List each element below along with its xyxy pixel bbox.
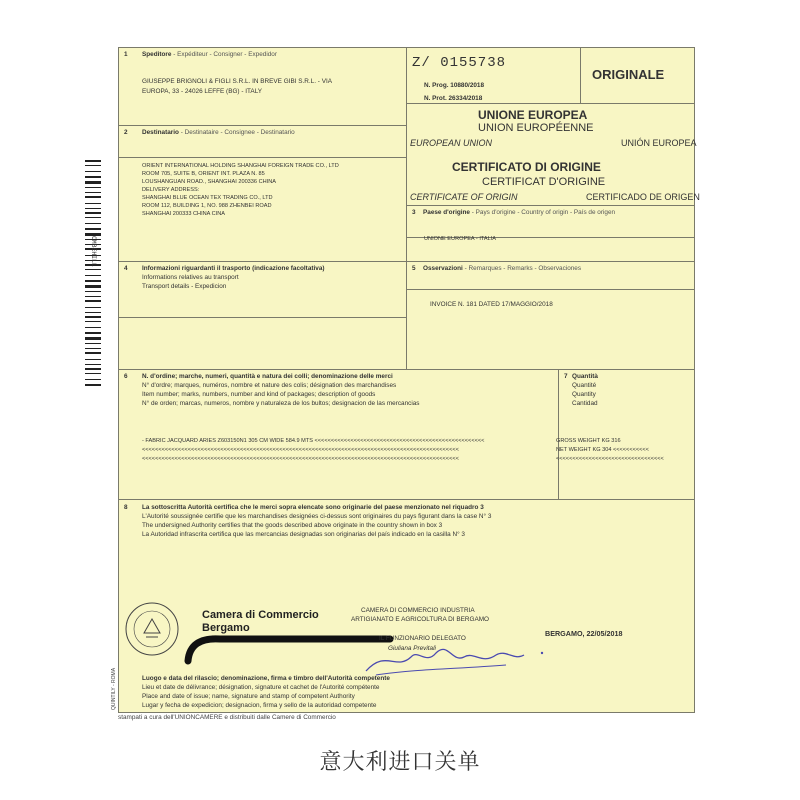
goods-line: <<<<<<<<<<<<<<<<<<<<<<<<<<<<<<<<<<<<<<<<<<<<<<<<<<<<<<<<<<<<<<<<<<<<<<<<<<<<<<<<<<<<<<<<<<<<<<<<< (142, 447, 459, 453)
box8-num: 8 (124, 504, 128, 511)
barcode-bar (85, 296, 101, 297)
box3-label: Paese d'origine - Pays d'origine - Country of origin - País de origen (423, 209, 616, 216)
barcode-bar (85, 332, 101, 334)
consigner-line-1: GIUSEPPE BRIGNOLI & FIGLI S.R.L. IN BREVE GIBI S.R.L. - VIA (142, 78, 332, 85)
box8-label-fr: L'Autorité soussignée certifie que les marchandises designées ci-dessus sont originaires du pays figurant dans la case N° 3 (142, 513, 492, 520)
cert-fr: CERTIFICAT D'ORIGINE (482, 176, 606, 188)
serial-number: Z/ 0155738 (412, 55, 507, 71)
box6-num: 6 (124, 373, 128, 380)
barcode-bar (85, 327, 101, 328)
remarks-value: INVOICE N. 181 DATED 17/MAGGIO/2018 (430, 301, 553, 308)
barcode-bar (85, 275, 101, 276)
consignee-line: DELIVERY ADDRESS: (142, 187, 200, 193)
barcode-bar (85, 337, 101, 340)
box7-label-fr: Quantité (572, 382, 597, 389)
barcode (85, 160, 109, 385)
barcode-bar (85, 187, 101, 188)
box4-label-en: Transport details - Expedicion (142, 283, 227, 290)
barcode-bar (85, 269, 101, 270)
footer-label-en: Place and date of issue; name, signature and stamp of competent Authority (142, 693, 355, 700)
consignee-line: LOUSHANGUAN ROAD., SHANGHAI 200336 CHINA (142, 179, 276, 185)
net-weight: NET WEIGHT KG 304 <<<<<<<<<<< (556, 447, 649, 453)
box3-num: 3 (412, 209, 416, 216)
barcode-bar (85, 196, 101, 198)
barcode-bar (85, 312, 101, 313)
page-caption: 意大利进口关单 (319, 749, 481, 774)
barcode-bar (85, 348, 101, 349)
consignee-line: SHANGHAI BLUE OCEAN TEX TRADING CO., LTD (142, 195, 273, 201)
funzionario-label: IL FUNZIONARIO DELEGATO (379, 635, 466, 642)
box5-label: Osservazioni - Remarques - Remarks - Observaciones (423, 265, 582, 272)
box1-num: 1 (124, 51, 128, 58)
union-en: EUROPEAN UNION (410, 138, 493, 148)
prog-number: N. Prog. 10880/2018 (424, 82, 485, 89)
box4-num: 4 (124, 265, 128, 272)
signature (356, 639, 556, 679)
country-of-origin: UNIONE EUROPEA - ITALIA (424, 236, 497, 242)
box4-label: Informazioni riguardanti il trasporto (indicazione facoltativa) (142, 265, 325, 272)
box8-label-es: La Autoridad infrascrita certifica que las mercancias designadas son originarias del país indicado en la casilla N° 3 (142, 531, 465, 538)
footer-label-fr: Lieu et date de délivrance; désignation, signature et cachet de l'Autorité compétente (142, 684, 380, 691)
barcode-bar (85, 165, 101, 166)
logo-line-1: Camera di Commercio (202, 609, 319, 621)
barcode-bar (85, 379, 101, 380)
barcode-bar (85, 285, 101, 288)
barcode-text: CMBEHILL (90, 236, 97, 267)
goods-line: - FABRIC JACQUARD ARIES Z603150N1 305 CM WIDE 584.9 MTS <<<<<<<<<<<<<<<<<<<<<<<<<<<<<<<<<<<<<<<<<<<<<<<<<<<< (142, 438, 485, 444)
barcode-bar (85, 160, 101, 162)
barcode-bar (85, 223, 101, 224)
barcode-bar (85, 176, 101, 178)
box2-label: Destinatario - Destinataire - Consignee - Destinatario (142, 129, 295, 136)
cert-en: CERTIFICATE OF ORIGIN (410, 192, 518, 202)
barcode-bar (85, 291, 101, 292)
barcode-bar (85, 368, 101, 370)
barcode-bar (85, 280, 101, 282)
barcode-bar (85, 352, 101, 354)
box7-label-en: Quantity (572, 391, 596, 398)
consigner-line-2: EUROPA, 33 - 24026 LEFFE (BG) - ITALY (142, 88, 263, 95)
box4-label-fr: Informations relatives au transport (142, 274, 239, 281)
cert-it: CERTIFICATO DI ORIGINE (452, 160, 601, 174)
gross-weight: GROSS WEIGHT KG 316 (556, 438, 621, 444)
barcode-bar (85, 307, 101, 308)
prot-number: N. Prot. 26334/2018 (424, 95, 483, 102)
barcode-bar (85, 343, 101, 344)
barcode-bar (85, 192, 101, 193)
barcode-bar (85, 212, 101, 214)
box6-label-es: N° de orden; marcas, numeros, nombre y naturaleza de los bultos; designacion de las mercancias (142, 400, 420, 407)
box2-num: 2 (124, 129, 128, 136)
stamp-line-1: CAMERA DI COMMERCIO INDUSTRIA (361, 607, 475, 614)
barcode-bar (85, 359, 101, 360)
box7-num: 7 (564, 373, 568, 380)
union-es: UNIÓN EUROPEA (621, 138, 697, 148)
consignee-line: SHANGHAI 200333 CHINA CINA (142, 211, 226, 217)
barcode-bar (85, 228, 101, 230)
goods-line: <<<<<<<<<<<<<<<<<<<<<<<<<<<<<<<<<<<<<<<<<<<<<<<<<<<<<<<<<<<<<<<<<<<<<<<<<<<<<<<<<<<<<<<<<<<<<<<<< (142, 456, 459, 462)
box6-label-fr: N° d'ordre; marques, numéros, nombre et nature des colis; désignation des marchandises (142, 382, 397, 389)
box5-num: 5 (412, 265, 416, 272)
box8-label: La sottoscritta Autorità certifica che le merci sopra elencate sono originarie del paese menzionato nel riquadro 3 (142, 504, 484, 511)
footer-label-es: Lugar y fecha de expedicion; designacion, firma y sello de la autoridad competente (142, 702, 377, 709)
barcode-bar (85, 364, 101, 365)
barcode-bar (85, 384, 101, 386)
printed-by-note: stampati a cura dell'UNIONCAMERE e distribuiti dalle Camere di Commercio (118, 714, 336, 721)
consignee-line: ROOM 705, SUITE B, ORIENT INT. PLAZA N. 85 (142, 171, 265, 177)
side-printer-text: QUINTILY - ROMA (111, 667, 117, 710)
barcode-bar (85, 171, 101, 172)
funzionario-name: Giuliana Previtali (388, 645, 436, 652)
chamber-seal-icon (122, 599, 182, 659)
barcode-bar (85, 300, 101, 302)
barcode-bar (85, 203, 101, 204)
footer-label: Luogo e data del rilascio; denominazione, firma e timbro dell'Autorità competente (142, 675, 390, 682)
quantity-filler: <<<<<<<<<<<<<<<<<<<<<<<<<<<<<<<<< (556, 456, 664, 462)
certificate-document (118, 47, 700, 712)
barcode-bar (85, 373, 101, 374)
box1-label: Speditore - Expéditeur - Consigner - Expedidor (142, 51, 277, 58)
cert-es: CERTIFICADO DE ORIGEN (586, 192, 700, 202)
stamp-line-2: ARTIGIANATO E AGRICOLTURA DI BERGAMO (351, 616, 490, 623)
box6-label-en: Item number; marks, numbers, number and kind of packages; description of goods (142, 391, 376, 398)
barcode-bar (85, 321, 101, 322)
consignee-line: ROOM 112, BUILDING 1, NO. 988 ZHENBEI ROAD (142, 203, 272, 209)
box6-label: N. d'ordine; marche, numeri, quantità e natura dei colli; denominazione delle merci (142, 373, 393, 380)
barcode-bar (85, 217, 101, 218)
union-it: UNIONE EUROPEA (478, 108, 588, 122)
originale-label: ORIGINALE (592, 67, 665, 82)
box7-label: Quantità (572, 373, 598, 380)
box8-label-en: The undersigned Authority certifies that the goods described above originate in the country shown in box 3 (142, 522, 443, 529)
place-and-date: BERGAMO, 22/05/2018 (545, 629, 623, 638)
barcode-bar (85, 208, 101, 209)
box7-label-es: Cantidad (572, 400, 598, 407)
consignee-line: ORIENT INTERNATIONAL HOLDING SHANGHAI FOREIGN TRADE CO., LTD (142, 163, 339, 169)
barcode-bar (85, 181, 101, 184)
logo-line-2: Bergamo (202, 622, 250, 634)
union-fr: UNION EUROPÉENNE (478, 122, 594, 134)
barcode-bar (85, 316, 101, 318)
